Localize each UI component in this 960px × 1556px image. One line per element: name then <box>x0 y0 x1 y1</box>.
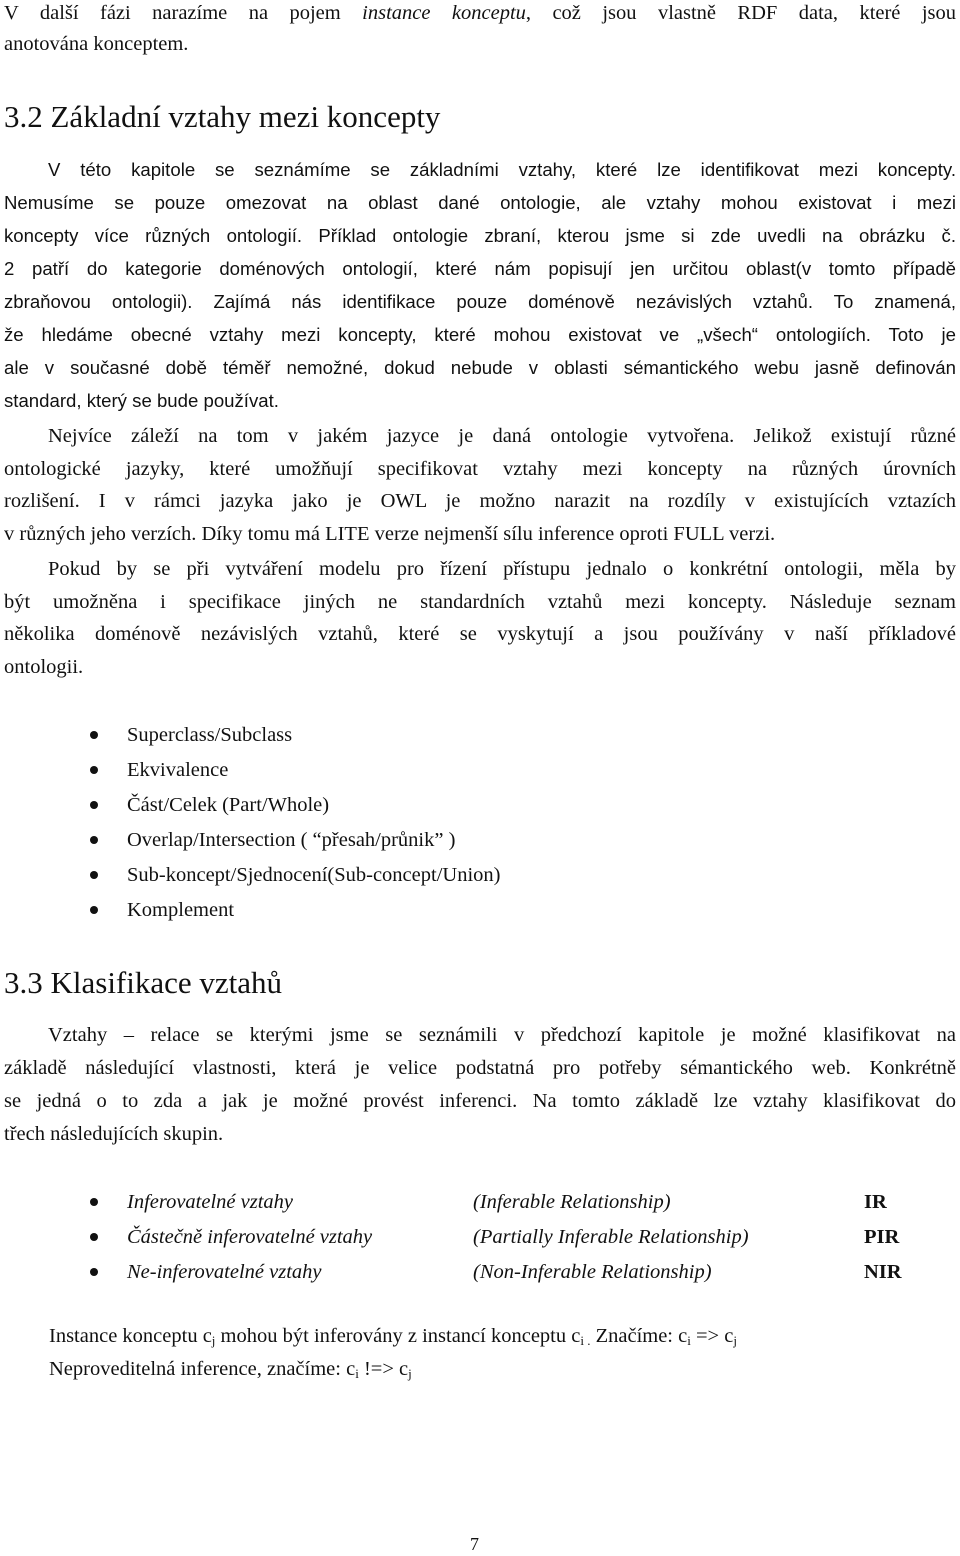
intro-italic-term: instance konceptu <box>362 2 526 24</box>
page-number: 7 <box>470 1534 479 1554</box>
paragraph-line: v různých jeho verzích. Díky tomu má LITE verze nejmenší sílu inference oproti FULL verzi. <box>4 523 776 545</box>
paragraph-line: 2 patří do kategorie doménových ontologií, které nám popisují jen určitou oblast(v tomto případě <box>4 258 956 279</box>
bullet-icon <box>90 1233 98 1241</box>
paragraph-line: koncepty více různých ontologií. Příklad ontologie zbraní, kterou jsme si zde uvedli na obrázku č. <box>4 225 956 246</box>
intro-text: V další fázi narazíme na pojem <box>4 2 363 24</box>
paragraph-line: rozlišení. I v rámci jazyka jako je OWL je možno narazit na rozdíly v existujících vztazích <box>4 490 956 512</box>
section-heading-3-2: 3.2 Základní vztahy mezi koncepty <box>4 99 441 134</box>
paragraph-line: několika doménově nezávislých vztahů, které se vyskytují a jsou používány v naší příkladové <box>4 623 956 645</box>
intro-line-1 <box>4 0 956 26</box>
paragraph-line: V této kapitole se seznámíme se základními vztahy, které lze identifikovat mezi koncepty. <box>48 159 956 180</box>
paragraph-line: Pokud by se při vytváření modelu pro řízení přístupu jednalo o konkrétní ontologii, měla by <box>48 558 956 580</box>
paragraph-line: Nemusíme se pouze omezovat na oblast dané ontologie, ale vztahy mohou existovat i mezi <box>4 192 956 213</box>
paragraph-line: ontologické jazyky, které umožňují specifikovat vztahy mezi koncepty na různých úrovních <box>4 458 956 480</box>
notation-line-1: Instance konceptu $c_j$ mohou být inferovány z instancí konceptu $c_{i .}$ Značíme: $c_i => c_j$ <box>49 1325 737 1348</box>
paragraph-line: že hledáme obecné vztahy mezi koncepty, které mohou existovat ve „všech“ ontologiích. Toto je <box>4 324 956 345</box>
bullet-icon <box>90 731 98 739</box>
bullet-icon <box>90 906 98 914</box>
document-page: V další fázi narazíme na pojem instance konceptu, což jsou vlastně RDF data, které jsou anotována konceptem. 3.2 Základní vztahy mezi koncepty V této kapitole se seznámíme se základními vztahy, které lze identifikovat mezi koncepty. Nemusíme se pouze omezovat na oblast dané ontologie, ale vztahy mohou existovat i mezi koncepty více různých ontologií. Příklad ontologie zbraní, kterou jsme si zde uvedli na obrázku č. 2 patří do kategorie doménových ontologií, které nám popisují jen určitou oblast(v tomto případě zbraňovou ontologii). Zajímá nás identifikace pouze doménově nezávislých vztahů. To znamená, že hledáme obecné vztahy mezi koncepty, které mohou existovat ve „všech“ ontologiích. Toto je ale v současné době téměř nemožné, dokud nebude v oblasti sémantického webu jasně definován standard, který se bude používat. Nejvíce záleží na tom v jakém jazyce je daná ontologie vytvořena. Jelikož existují různé ontologické jazyky, které umožňují specifikovat vztahy mezi koncepty na různých úrovních rozlišení. I v rámci jazyka jako je OWL je možno narazit na rozdíly v existujících vztazích v různých jeho verzích. Díky tomu má LITE verze nejmenší sílu inference oproti FULL verzi. Pokud by se při vytváření modelu pro řízení přístupu jednalo o konkrétní ontologii, měla by být umožněna i specifikace jiných ne standardních vztahů mezi koncepty. Následuje seznam několika doménově nezávislých vztahů, které se vyskytují a jsou používány v naší příkladové ontologii. Superclass/Subclass Ekvivalence Část/Celek (Part/Whole) Overlap/Intersection ( “přesah/průnik” ) Sub-koncept/Sjednocení(Sub-concept/Union) Komplement 3.3 Klasifikace vztahů Vztahy – relace se kterými jsme se seznámili v předchozí kapitole je možné klasifikovat na základě následující vlastnosti, která je velice podstatná pro potřeby sémantického web. Konkrétně se jedná o to zda a jak je možné provést inferenci. Na tomto základě lze vztahy klasifikovat do třech následujících skupin. Inferovatelné vztahy (Inferable Relationship) IR Částečně inferovatelné vztahy (Partially Inferable Relationship) PIR Ne-inferovatelné vztahy (Non-Inferable Relationship) NIR Instance konceptu $c_j$ mohou být inferovány z instancí konceptu $c_{i .}$ Značíme: $c_i => c_j$ Neproveditelná inference, značíme: $c_i$ !=> $c_j$ 7 <box>4 2 957 1554</box>
bullet-icon <box>90 766 98 774</box>
intro-line-2: anotována konceptem. <box>4 33 189 55</box>
paragraph-line: třech následujících skupin. <box>4 1123 224 1145</box>
intro-text: , což jsou vlastně RDF data, které jsou <box>525 2 957 24</box>
paragraph-line: se jedná o to zda a jak je možné provést inferenci. Na tomto základě lze vztahy klasifikovat do <box>4 1090 956 1112</box>
section-heading-3-3: 3.3 Klasifikace vztahů <box>4 965 283 1000</box>
bullet-icon <box>90 801 98 809</box>
paragraph-line: zbraňovou ontologii). Zajímá nás identifikace pouze doménově nezávislých vztahů. To znamená, <box>4 291 956 312</box>
paragraph-line: ale v současné době téměř nemožné, dokud nebude v oblasti sémantického webu jasně definován <box>4 357 956 378</box>
paragraph-line: Nejvíce záleží na tom v jakém jazyce je daná ontologie vytvořena. Jelikož existují různé <box>48 425 956 447</box>
bullet-icon <box>90 871 98 879</box>
paragraph-line: být umožněna i specifikace jiných ne standardních vztahů mezi koncepty. Následuje seznam <box>4 591 956 613</box>
paragraph-line: standard, který se bude používat. <box>4 390 279 411</box>
bullet-icon <box>90 1268 98 1276</box>
paragraph-line: základě následující vlastnosti, která je velice podstatná pro potřeby sémantického web. Konkrétně <box>4 1057 956 1079</box>
bullet-icon <box>90 1198 98 1206</box>
bullet-icon <box>90 836 98 844</box>
paragraph-line: Vztahy – relace se kterými jsme se seznámili v předchozí kapitole je možné klasifikovat na <box>48 1024 956 1046</box>
notation-line-2: Neproveditelná inference, značíme: $c_i$ !=> $c_j$ <box>49 1358 412 1381</box>
paragraph-line: ontologii. <box>4 656 84 678</box>
